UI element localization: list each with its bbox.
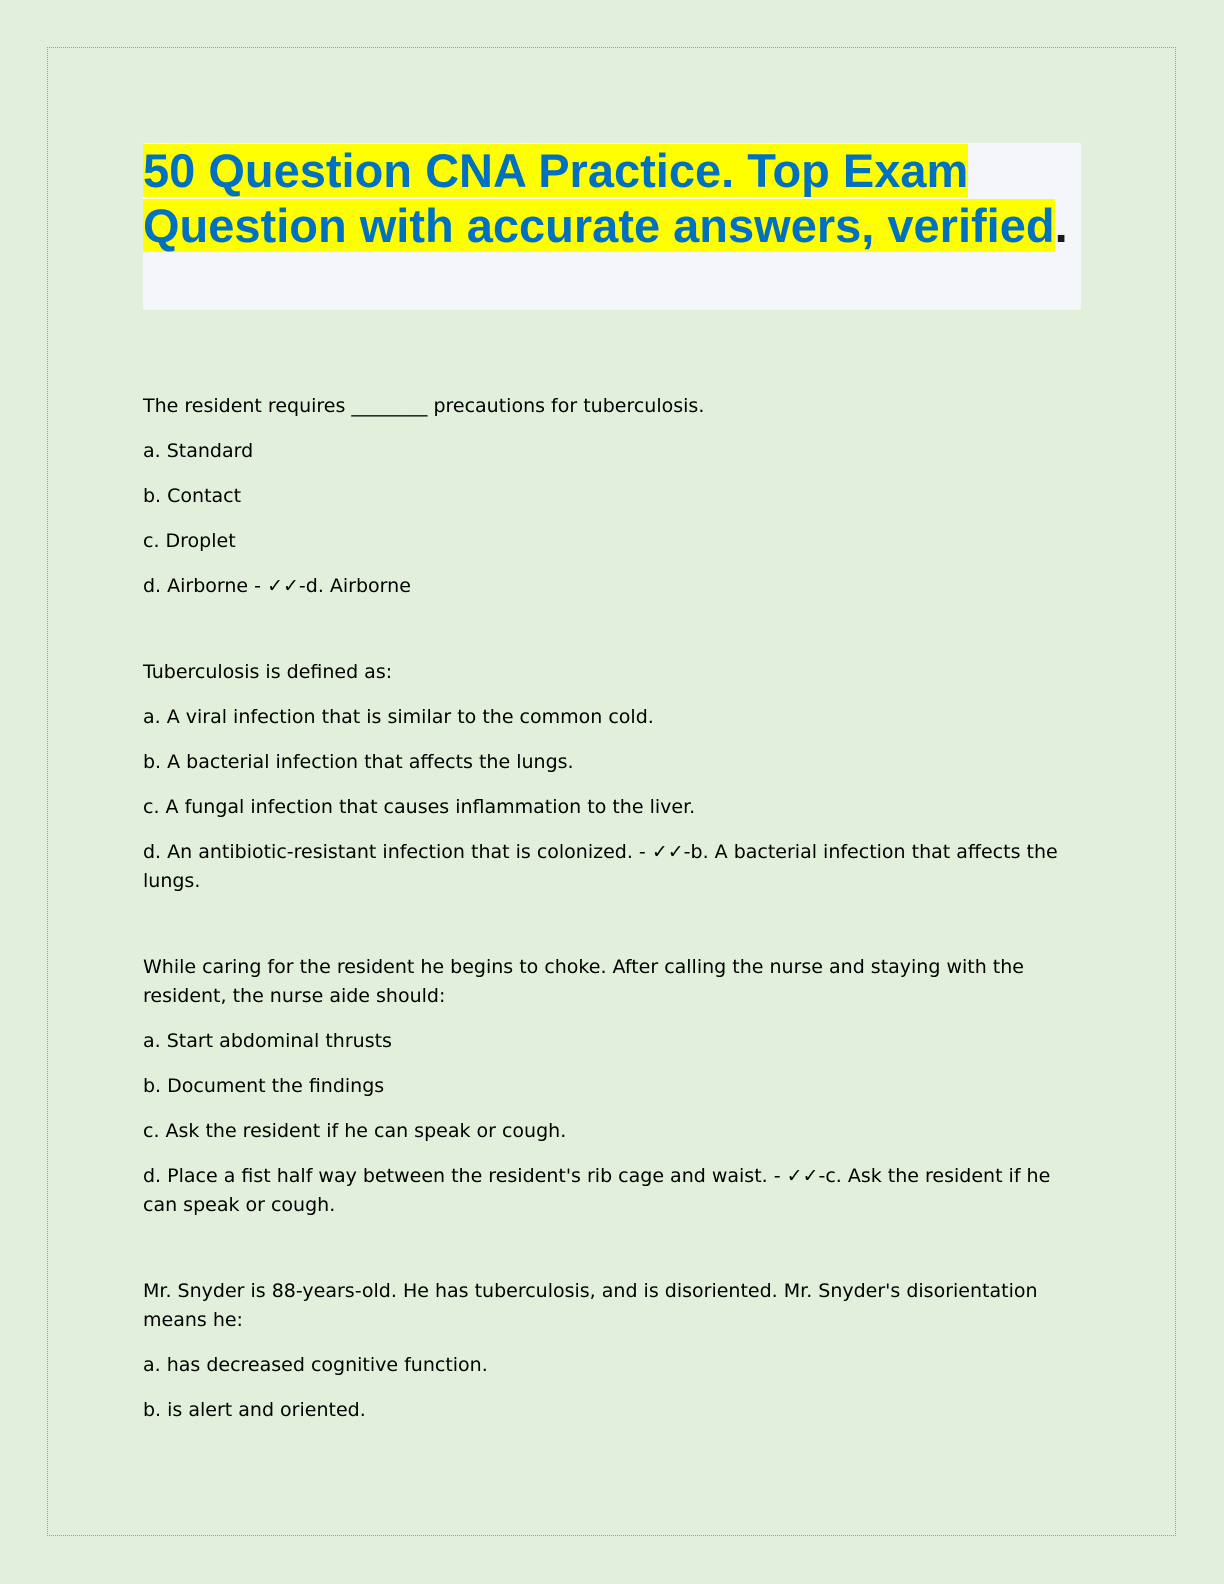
option-a: a. Standard <box>143 440 254 462</box>
option-b: b. Contact <box>143 485 242 507</box>
option-d-with-answer <box>143 1162 1083 1220</box>
option-d-with-answer <box>143 838 1083 896</box>
question-prompt: While caring for the resident he begins to choke. After calling the nurse and staying with the resident, the nurse aide should: <box>143 956 1024 1007</box>
title-block <box>143 143 1081 310</box>
option-d: d. Airborne - <box>143 575 268 597</box>
question-prompt: The resident requires ________ precautions for tuberculosis. <box>143 395 705 417</box>
question-prompt: Mr. Snyder is 88-years-old. He has tuberculosis, and is disoriented. Mr. Snyder's disorientation means he: <box>143 1280 1038 1331</box>
option-a: a. Start abdominal thrusts <box>143 1030 392 1052</box>
question-4 <box>143 1277 1083 1425</box>
option-c: c. Ask the resident if he can speak or cough. <box>143 1120 567 1142</box>
check-icon: ✓✓ <box>267 575 299 597</box>
question-1 <box>143 392 1083 601</box>
option-b: b. is alert and oriented. <box>143 1399 366 1421</box>
option-a: a. A viral infection that is similar to the common cold. <box>143 706 654 728</box>
option-c: c. A fungal infection that causes inflammation to the liver. <box>143 796 696 818</box>
option-d-with-answer <box>143 572 1083 601</box>
option-b: b. Document the findings <box>143 1075 385 1097</box>
option-c: c. Droplet <box>143 530 236 552</box>
question-2 <box>143 658 1083 896</box>
title-period: . <box>1054 199 1068 252</box>
option-d: d. An antibiotic-resistant infection that is colonized. - <box>143 841 652 863</box>
option-d: d. Place a fist half way between the resident's rib cage and waist. - <box>143 1165 787 1187</box>
answer-text: -c. Ask the resident if he can speak or cough. <box>143 1165 1051 1216</box>
answer-text: -d. Airborne <box>298 575 411 597</box>
check-icon: ✓✓ <box>651 841 684 863</box>
question-3 <box>143 953 1083 1220</box>
question-prompt: Tuberculosis is defined as: <box>143 661 393 683</box>
option-a: a. has decreased cognitive function. <box>143 1354 488 1376</box>
answer-text: -b. A bacterial infection that affects the lungs. <box>143 841 1058 892</box>
check-icon: ✓✓ <box>786 1165 819 1187</box>
title-highlighted-text: 50 Question CNA Practice. Top Exam Question with accurate answers, verified <box>143 144 1055 252</box>
page-title <box>143 143 1081 253</box>
option-b: b. A bacterial infection that affects the lungs. <box>143 751 574 773</box>
document-body <box>143 392 1083 1482</box>
